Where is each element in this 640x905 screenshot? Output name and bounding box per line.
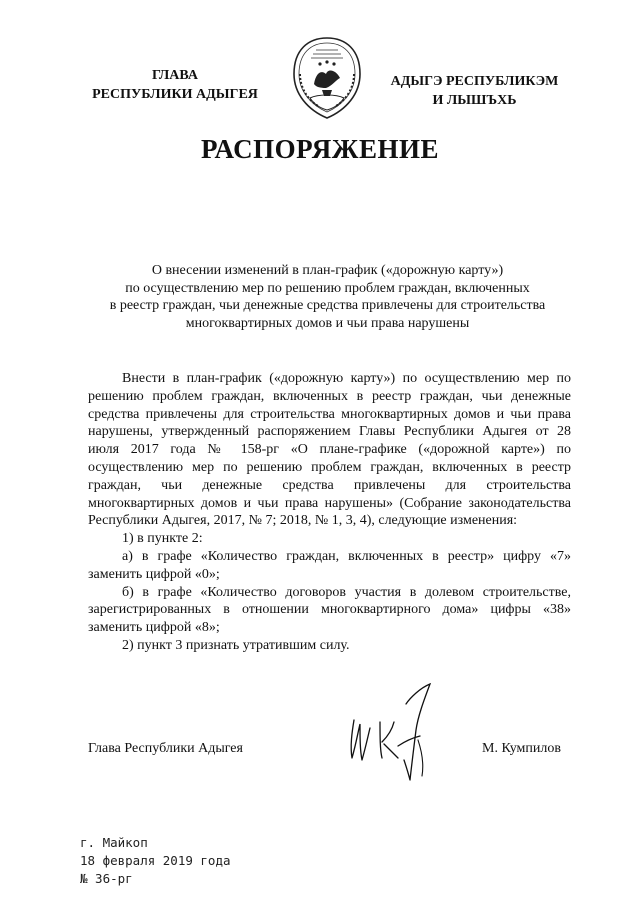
body-paragraph: 1) в пункте 2: xyxy=(122,531,203,547)
body-paragraph: б) в графе «Количество договоров участия в долевом строительстве, зарегистрированных в отношении многоквартирного дома» цифры «38» заменить цифрой «8»; xyxy=(88,584,571,636)
header-right xyxy=(372,72,577,110)
document-subject xyxy=(70,262,585,332)
header-left-line2: РЕСПУБЛИКИ АДЫГЕЯ xyxy=(92,87,258,102)
subject-line: О внесении изменений в план-график («дорожную карту») xyxy=(151,263,504,278)
subject-line: в реестр граждан, чьи денежные средства привлечены для строительства xyxy=(109,298,546,313)
subject-line: многоквартирных домов и чьи права нарушены xyxy=(185,315,470,331)
body-paragraph: а) в графе «Количество граждан, включенных в реестр» цифру «7» заменить цифрой «0»; xyxy=(88,548,571,582)
coat-of-arms-emblem xyxy=(286,34,368,122)
document-footer xyxy=(80,834,231,888)
header-left xyxy=(70,66,280,104)
signatory-name: М. Кумпилов xyxy=(482,741,561,756)
header-right-line1: АДЫГЭ РЕСПУБЛИКЭМ xyxy=(390,74,559,89)
footer-number: № 36-рг xyxy=(80,871,133,886)
footer-city: г. Майкоп xyxy=(80,835,148,850)
handwritten-signature xyxy=(340,680,460,800)
subject-line: по осуществлению мер по решению проблем граждан, включенных xyxy=(125,280,530,296)
body-paragraph: Внести в план-график («дорожную карту») по осуществлению мер по решению проблем граждан, включенных в реестр граждан, чьи денежные средства привлечены для строительства многоквартирных домов и чьи права нарушены, утвержденный распоряжением Главы Республики Адыгея от 28 июля 2017 года № 158-рг «О плане-графике («дорожной карте») по осуществлению мер по решению проблем граждан, включенных в реестр граждан, чьи денежные средства привлечены для строительства многоквартирных домов и чьи права нарушены» (Собрание законодательства Республики Адыгея, 2017, № 7; 2018, № 1, 3, 4), следующие изменения: xyxy=(88,371,571,529)
header-right-line2: И ЛЫШЪХЬ xyxy=(432,93,517,108)
body-paragraph: 2) пункт 3 признать утратившим силу. xyxy=(122,637,350,653)
footer-date: 18 февраля 2019 года xyxy=(80,853,231,868)
document-body xyxy=(88,370,571,655)
document-title: РАСПОРЯЖЕНИЕ xyxy=(200,134,440,164)
signatory-title: Глава Республики Адыгея xyxy=(88,741,243,756)
header-left-line1: ГЛАВА xyxy=(152,68,198,83)
